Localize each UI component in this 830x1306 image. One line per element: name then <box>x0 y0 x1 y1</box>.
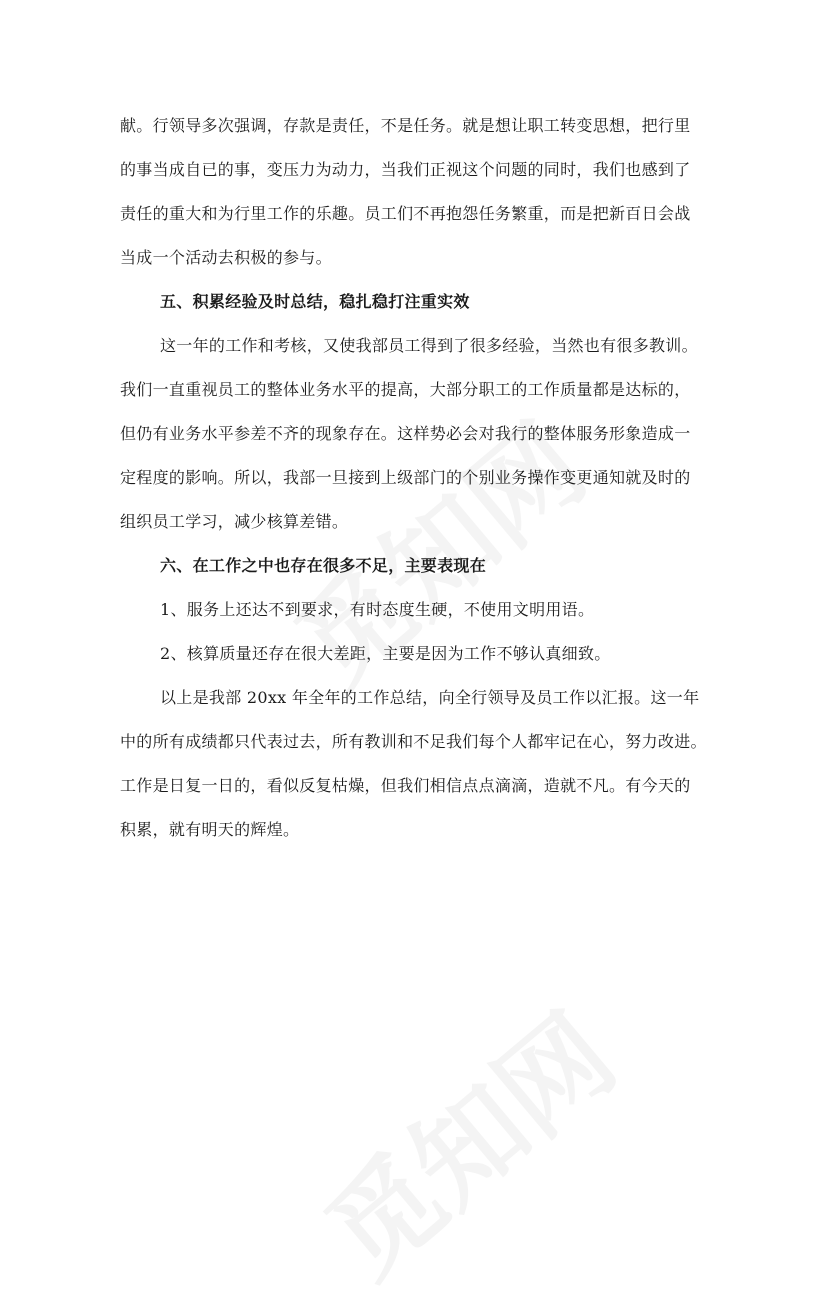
paragraph-line: 中的所有成绩都只代表过去，所有教训和不足我们每个人都牢记在心，努力改进。 <box>120 732 707 751</box>
paragraph-line: 积累，就有明天的辉煌。 <box>120 820 300 839</box>
paragraph-line: 但仍有业务水平参差不齐的现象存在。这样势必会对我行的整体服务形象造成一 <box>120 424 691 443</box>
paragraph-line: 我们一直重视员工的整体业务水平的提高，大部分职工的工作质量都是达标的， <box>120 380 691 399</box>
paragraph-line: 这一年的工作和考核，又使我部员工得到了很多经验，当然也有很多教训。 <box>160 336 698 355</box>
paragraph-line: 定程度的影响。所以，我部一旦接到上级部门的个别业务操作变更通知就及时的 <box>120 468 691 487</box>
paragraph-line: 的事当成自已的事，变压力为动力，当我们正视这个问题的同时，我们也感到了 <box>120 160 691 179</box>
paragraph-line: 当成一个活动去积极的参与。 <box>120 248 332 267</box>
list-item: 2、核算质量还存在很大差距，主要是因为工作不够认真细致。 <box>160 644 611 663</box>
document-body <box>120 104 718 852</box>
paragraph-line: 以上是我部 20xx 年全年的工作总结，向全行领导及员工作以汇报。这一年 <box>160 688 700 707</box>
paragraph-line: 组织员工学习，减少核算差错。 <box>120 512 349 531</box>
paragraph-line: 工作是日复一日的，看似反复枯燥，但我们相信点点滴滴，造就不凡。有今天的 <box>120 776 691 795</box>
list-item: 1、服务上还达不到要求，有时态度生硬，不使用文明用语。 <box>160 600 595 619</box>
section-heading-5: 五、积累经验及时总结，稳扎稳打注重实效 <box>160 292 470 311</box>
section-heading-6: 六、在工作之中也存在很多不足，主要表现在 <box>160 556 487 575</box>
paragraph-line: 责任的重大和为行里工作的乐趣。员工们不再抱怨任务繁重，而是把新百日会战 <box>120 204 691 223</box>
paragraph-line: 献。行领导多次强调，存款是责任，不是任务。就是想让职工转变思想，把行里 <box>120 116 691 135</box>
